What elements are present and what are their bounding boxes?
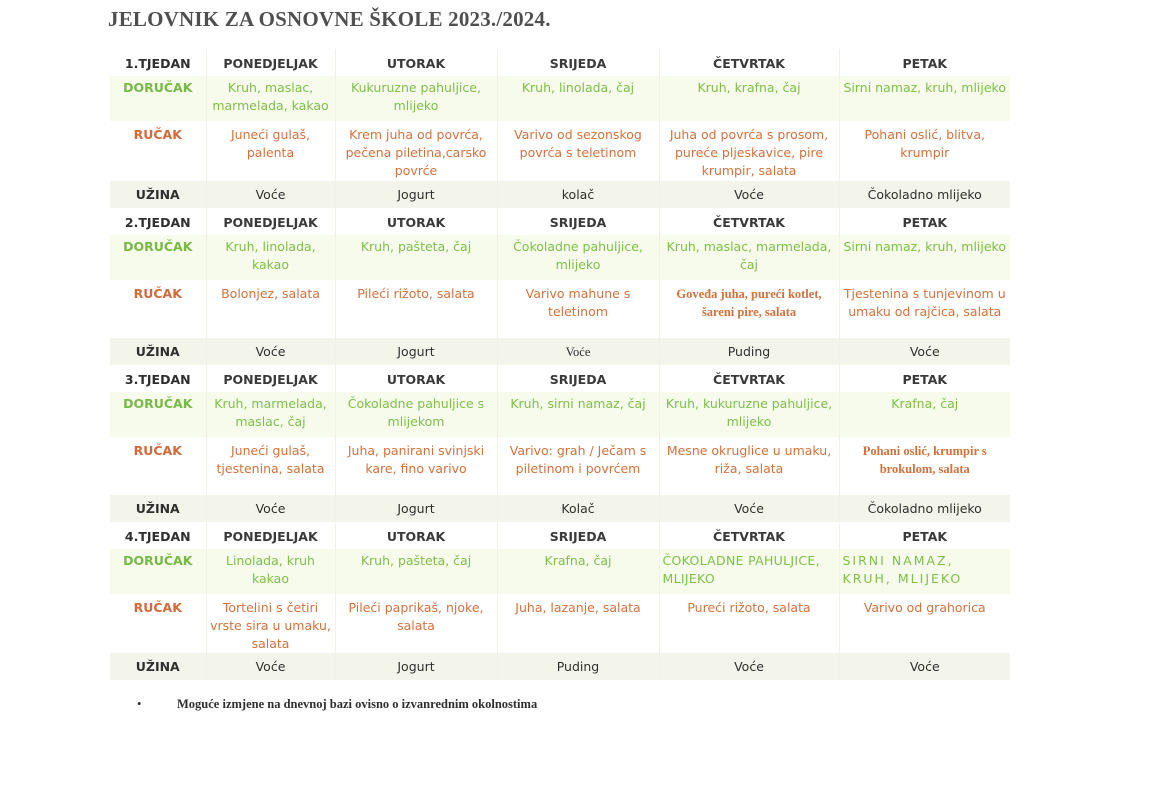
meal-label-snack: UŽINA: [110, 495, 206, 522]
menu-cell: Puding: [659, 338, 839, 365]
day-header: UTORAK: [335, 208, 497, 235]
meal-label-snack: UŽINA: [110, 338, 206, 365]
menu-table: [110, 49, 1010, 680]
menu-cell: Kruh, linolada, čaj: [497, 76, 659, 121]
week-3-snack-row: [110, 495, 1010, 522]
meal-label-breakfast: DORUČAK: [110, 76, 206, 121]
day-header: PETAK: [839, 522, 1010, 549]
meal-label-lunch: RUČAK: [110, 121, 206, 181]
day-header: SRIJEDA: [497, 49, 659, 76]
menu-cell: Juha od povrća s prosom, pureće pljeskavice, pire krumpir, salata: [659, 121, 839, 181]
day-header: UTORAK: [335, 365, 497, 392]
meal-label-lunch: RUČAK: [110, 437, 206, 495]
menu-cell: Pohani oslić, krumpir s brokulom, salata: [839, 437, 1010, 495]
day-header: PETAK: [839, 49, 1010, 76]
menu-cell: Voće: [206, 181, 335, 208]
menu-cell: Pileći paprikaš, njoke, salata: [335, 594, 497, 653]
menu-cell: Čokoladne pahuljice s mlijekom: [335, 392, 497, 437]
menu-cell: Voće: [206, 338, 335, 365]
day-header: PONEDJELJAK: [206, 49, 335, 76]
menu-cell: Kruh, kukuruzne pahuljice, mlijeko: [659, 392, 839, 437]
menu-cell: Juha, lazanje, salata: [497, 594, 659, 653]
menu-cell: Čokoladne pahuljice, mlijeko: [497, 235, 659, 280]
menu-cell: Kruh, maslac, marmelada, čaj: [659, 235, 839, 280]
week-1-snack-row: [110, 181, 1010, 208]
menu-cell: Tortelini s četiri vrste sira u umaku, salata: [206, 594, 335, 653]
meal-label-snack: UŽINA: [110, 653, 206, 680]
week-label: 1.TJEDAN: [110, 49, 206, 76]
menu-cell: Voće: [206, 653, 335, 680]
meal-label-lunch: RUČAK: [110, 594, 206, 653]
menu-cell: Kruh, linolada, kakao: [206, 235, 335, 280]
week-2-snack-row: [110, 338, 1010, 365]
day-header: PETAK: [839, 208, 1010, 235]
week-4-breakfast-row: [110, 549, 1010, 594]
week-4-header-row: [110, 522, 1010, 549]
menu-cell: Pureći rižoto, salata: [659, 594, 839, 653]
day-header: UTORAK: [335, 522, 497, 549]
menu-cell: Kruh, pašteta, čaj: [335, 549, 497, 594]
day-header: ČETVRTAK: [659, 208, 839, 235]
meal-label-breakfast: DORUČAK: [110, 235, 206, 280]
footnote-text: Moguće izmjene na dnevnoj bazi ovisno o izvanrednim okolnostima: [177, 697, 538, 711]
menu-cell: Jogurt: [335, 653, 497, 680]
meal-label-breakfast: DORUČAK: [110, 392, 206, 437]
menu-cell: Krafna, čaj: [497, 549, 659, 594]
week-3-breakfast-row: [110, 392, 1010, 437]
menu-cell: Voće: [839, 338, 1010, 365]
menu-cell: Voće: [659, 653, 839, 680]
week-1-header-row: [110, 49, 1010, 76]
menu-cell: Bolonjez, salata: [206, 280, 335, 338]
menu-cell: Varivo od sezonskog povrća s teletinom: [497, 121, 659, 181]
menu-cell: Krafna, čaj: [839, 392, 1010, 437]
week-2-breakfast-row: [110, 235, 1010, 280]
week-2-header-row: [110, 208, 1010, 235]
menu-cell: Juneći gulaš, tjestenina, salata: [206, 437, 335, 495]
menu-cell: Tjestenina s tunjevinom u umaku od rajčica, salata: [839, 280, 1010, 338]
menu-cell: Voće: [659, 181, 839, 208]
meal-label-lunch: RUČAK: [110, 280, 206, 338]
week-3-header-row: [110, 365, 1010, 392]
day-header: UTORAK: [335, 49, 497, 76]
menu-cell: Jogurt: [335, 181, 497, 208]
menu-cell: Kruh, pašteta, čaj: [335, 235, 497, 280]
day-header: PETAK: [839, 365, 1010, 392]
week-label: 4.TJEDAN: [110, 522, 206, 549]
week-label: 3.TJEDAN: [110, 365, 206, 392]
menu-cell: Krem juha od povrća, pečena piletina,carsko povrće: [335, 121, 497, 181]
day-header: PONEDJELJAK: [206, 208, 335, 235]
menu-cell: Puding: [497, 653, 659, 680]
menu-cell: Čokoladno mlijeko: [839, 181, 1010, 208]
menu-cell: Kruh, krafna, čaj: [659, 76, 839, 121]
day-header: ČETVRTAK: [659, 365, 839, 392]
menu-cell: Juha, panirani svinjski kare, fino varivo: [335, 437, 497, 495]
menu-cell: Kukuruzne pahuljice, mlijeko: [335, 76, 497, 121]
week-4-lunch-row: [110, 594, 1010, 653]
menu-cell: Varivo od grahorica: [839, 594, 1010, 653]
menu-cell: Jogurt: [335, 338, 497, 365]
menu-cell: Kruh, sirni namaz, čaj: [497, 392, 659, 437]
menu-cell: Voće: [206, 495, 335, 522]
menu-cell: Goveđa juha, pureći kotlet, šareni pire, salata: [659, 280, 839, 338]
menu-cell: Mesne okruglice u umaku, riža, salata: [659, 437, 839, 495]
day-header: ČETVRTAK: [659, 522, 839, 549]
menu-cell: Voće: [659, 495, 839, 522]
week-2-lunch-row: [110, 280, 1010, 338]
week-1-lunch-row: [110, 121, 1010, 181]
meal-label-breakfast: DORUČAK: [110, 549, 206, 594]
menu-cell: Kruh, maslac, marmelada, kakao: [206, 76, 335, 121]
week-1-breakfast-row: [110, 76, 1010, 121]
day-header: PONEDJELJAK: [206, 365, 335, 392]
day-header: SRIJEDA: [497, 208, 659, 235]
day-header: SRIJEDA: [497, 522, 659, 549]
menu-cell: Varivo mahune s teletinom: [497, 280, 659, 338]
menu-cell: Jogurt: [335, 495, 497, 522]
week-label: 2.TJEDAN: [110, 208, 206, 235]
menu-cell: Kruh, marmelada, maslac, čaj: [206, 392, 335, 437]
menu-cell: ČOKOLADNE PAHULJICE, MLIJEKO: [659, 549, 839, 594]
menu-cell: Varivo: grah / Ječam s piletinom i povrćem: [497, 437, 659, 495]
menu-cell: Voće: [497, 338, 659, 365]
footnote: [137, 697, 537, 712]
menu-cell: Linolada, kruh kakao: [206, 549, 335, 594]
week-3-lunch-row: [110, 437, 1010, 495]
day-header: SRIJEDA: [497, 365, 659, 392]
menu-cell: Sirni namaz, kruh, mlijeko: [839, 76, 1010, 121]
menu-cell: Pohani oslić, blitva, krumpir: [839, 121, 1010, 181]
day-header: PONEDJELJAK: [206, 522, 335, 549]
menu-cell: kolač: [497, 181, 659, 208]
page-title: JELOVNIK ZA OSNOVNE ŠKOLE 2023./2024.: [108, 7, 551, 31]
bullet-icon: •: [137, 697, 142, 711]
menu-cell: SIRNI NAMAZ, KRUH, MLIJEKO: [839, 549, 1010, 594]
day-header: ČETVRTAK: [659, 49, 839, 76]
menu-cell: Pileći rižoto, salata: [335, 280, 497, 338]
menu-cell: Voće: [839, 653, 1010, 680]
menu-cell: Čokoladno mlijeko: [839, 495, 1010, 522]
menu-cell: Juneći gulaš, palenta: [206, 121, 335, 181]
menu-cell: Sirni namaz, kruh, mlijeko: [839, 235, 1010, 280]
meal-label-snack: UŽINA: [110, 181, 206, 208]
menu-cell: Kolač: [497, 495, 659, 522]
week-4-snack-row: [110, 653, 1010, 680]
